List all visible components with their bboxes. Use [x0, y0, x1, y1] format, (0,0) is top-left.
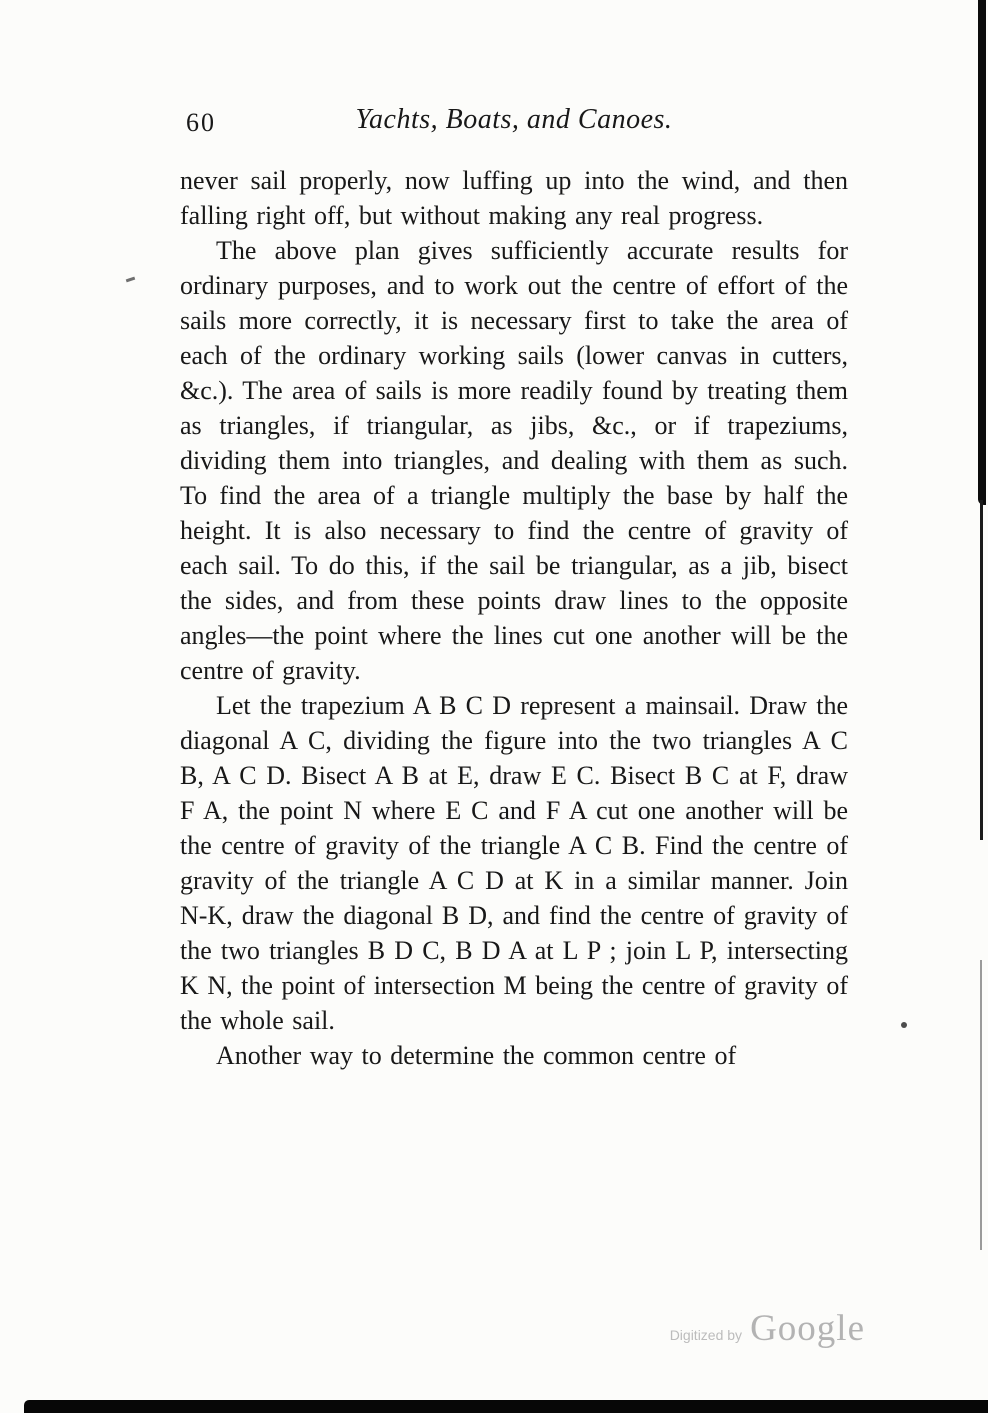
page-number: 60 — [186, 108, 216, 137]
scan-artifact-right-edge-thin — [980, 500, 983, 840]
paragraph-partial: Another way to determine the common centre of — [216, 1041, 737, 1070]
digitized-by-label: Digitized by — [669, 1327, 743, 1343]
scan-artifact-left-dash — [126, 277, 135, 283]
paragraph: Let the trapezium A B C D represent a mainsail. Draw the diagonal A C, dividing the figure into the two triangles A C B, A C D. Bisect A B at E, draw E C. Bisect B C at F, draw F A, the point N where E C and F A cut one another will be the centre of gravity of the triangle A C B. Find the centre of gravity of the triangle A C D at K in a similar manner. Join N-K, draw the diagonal B D, and find the centre of gravity of the two triangles B D C, B D A at L P ; join L P, intersecting K N, the point of intersection M being the centre of gravity of the whole sail. — [180, 691, 848, 1035]
scan-artifact-right-edge-thick — [978, 0, 986, 505]
google-logo: Google — [750, 1308, 865, 1349]
paragraph: The above plan gives sufficiently accurate results for ordinary purposes, and to work out the centre of effort of the sails more correctly, it is necessary first to take the area of each of the ordinary working sails (lower canvas in cutters, &c.). The area of sails is more readily found by treating them as triangles, if triangular, as jibs, &c., or if trapeziums, dividing them into triangles, and dealing with them as such. To find the area of a triangle multiply the base by half the height. It is also necessary to find the centre of gravity of each sail. To do this, if the sail be triangular, as a jib, bisect the sides, and from these points draw lines to the opposite angles—the point where the lines cut one another will be the centre of gravity. — [180, 236, 848, 685]
digitized-by-watermark — [670, 1307, 865, 1350]
scan-artifact-right-edge-faint — [980, 960, 982, 1250]
page-header — [180, 104, 848, 144]
scan-artifact-bottom-bar — [24, 1400, 988, 1413]
body-text — [180, 163, 848, 1073]
scan-artifact-right-dot — [901, 1022, 907, 1028]
paragraph-continued: never sail properly, now luffing up into the wind, and then falling right off, but without making any real progress. — [180, 166, 848, 230]
running-title: Yachts, Boats, and Canoes. — [355, 104, 673, 135]
